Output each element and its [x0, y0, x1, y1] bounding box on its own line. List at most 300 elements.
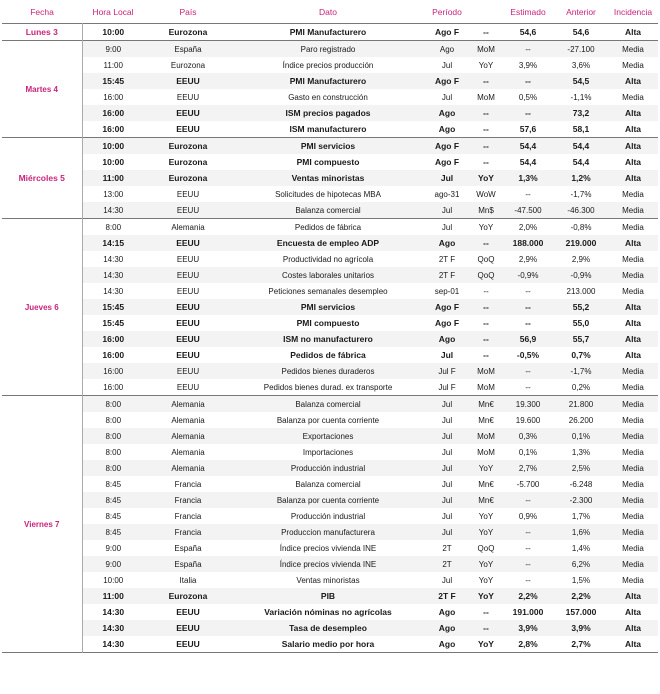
cell-country: Italia [144, 572, 232, 588]
cell-time: 14:15 [82, 235, 144, 251]
cell-period: 2T [424, 556, 470, 572]
cell-country: EEUU [144, 267, 232, 283]
cell-indicator: Solicitudes de hipotecas MBA [232, 186, 424, 202]
header-incidencia: Incidencia [608, 0, 658, 24]
cell-indicator: Variación nóminas no agrícolas [232, 604, 424, 620]
cell-unit: -- [470, 138, 502, 155]
cell-previous: 1,6% [554, 524, 608, 540]
table-row [2, 347, 658, 363]
cell-country: Eurozona [144, 154, 232, 170]
cell-previous: 2,2% [554, 588, 608, 604]
cell-unit: -- [470, 620, 502, 636]
cell-period: Jul F [424, 379, 470, 396]
economic-calendar-table [2, 0, 658, 653]
cell-previous: -1,7% [554, 186, 608, 202]
cell-period: 2T [424, 540, 470, 556]
cell-time: 10:00 [82, 154, 144, 170]
cell-estimate: -- [502, 556, 554, 572]
cell-impact: Media [608, 572, 658, 588]
cell-time: 15:45 [82, 73, 144, 89]
cell-estimate: -0,5% [502, 347, 554, 363]
cell-previous: -0,9% [554, 267, 608, 283]
cell-previous: -46.300 [554, 202, 608, 219]
cell-impact: Media [608, 41, 658, 58]
day-label: Jueves 6 [2, 219, 82, 396]
cell-indicator: Encuesta de empleo ADP [232, 235, 424, 251]
cell-previous: 58,1 [554, 121, 608, 138]
cell-period: Ago [424, 235, 470, 251]
cell-indicator: PMI servicios [232, 299, 424, 315]
cell-time: 14:30 [82, 604, 144, 620]
cell-impact: Media [608, 57, 658, 73]
header-estimado: Estimado [502, 0, 554, 24]
cell-period: Ago F [424, 24, 470, 41]
cell-time: 16:00 [82, 121, 144, 138]
cell-previous: -1,7% [554, 363, 608, 379]
cell-time: 11:00 [82, 170, 144, 186]
cell-estimate: 0,3% [502, 428, 554, 444]
cell-estimate: 54,4 [502, 154, 554, 170]
cell-indicator: Índice precios vivienda INE [232, 556, 424, 572]
table-row [2, 508, 658, 524]
cell-unit: MoM [470, 41, 502, 58]
cell-country: EEUU [144, 235, 232, 251]
table-row [2, 476, 658, 492]
cell-previous: 1,3% [554, 444, 608, 460]
cell-country: Eurozona [144, 588, 232, 604]
table-row [2, 444, 658, 460]
cell-impact: Media [608, 412, 658, 428]
cell-indicator: PMI servicios [232, 138, 424, 155]
cell-unit: Mn$ [470, 202, 502, 219]
cell-time: 10:00 [82, 24, 144, 41]
cell-estimate: 57,6 [502, 121, 554, 138]
cell-impact: Media [608, 524, 658, 540]
cell-time: 10:00 [82, 138, 144, 155]
cell-indicator: Ventas minoristas [232, 170, 424, 186]
cell-period: Jul [424, 476, 470, 492]
cell-previous: 26.200 [554, 412, 608, 428]
cell-indicator: ISM manufacturero [232, 121, 424, 138]
cell-indicator: Balanza por cuenta corriente [232, 492, 424, 508]
cell-estimate: 0,9% [502, 508, 554, 524]
cell-country: Alemania [144, 219, 232, 236]
cell-estimate: 188.000 [502, 235, 554, 251]
table-row [2, 41, 658, 58]
cell-unit: -- [470, 24, 502, 41]
table-row [2, 283, 658, 299]
cell-unit: Mn€ [470, 412, 502, 428]
cell-estimate: -- [502, 283, 554, 299]
cell-unit: QoQ [470, 267, 502, 283]
cell-indicator: Balanza comercial [232, 396, 424, 413]
cell-unit: -- [470, 604, 502, 620]
cell-impact: Alta [608, 620, 658, 636]
cell-indicator: Índice precios vivienda INE [232, 540, 424, 556]
cell-estimate: -- [502, 105, 554, 121]
cell-country: Francia [144, 492, 232, 508]
cell-time: 8:45 [82, 492, 144, 508]
cell-previous: 6,2% [554, 556, 608, 572]
table-row [2, 572, 658, 588]
cell-period: Ago F [424, 73, 470, 89]
cell-impact: Media [608, 363, 658, 379]
cell-impact: Alta [608, 299, 658, 315]
cell-country: Alemania [144, 396, 232, 413]
cell-unit: Mn€ [470, 492, 502, 508]
cell-indicator: ISM precios pagados [232, 105, 424, 121]
cell-country: EEUU [144, 363, 232, 379]
cell-indicator: Pedidos de fábrica [232, 219, 424, 236]
cell-country: EEUU [144, 202, 232, 219]
cell-indicator: PMI Manufacturero [232, 24, 424, 41]
table-row [2, 299, 658, 315]
cell-country: Eurozona [144, 170, 232, 186]
cell-unit: -- [470, 283, 502, 299]
cell-period: Jul [424, 57, 470, 73]
cell-unit: -- [470, 315, 502, 331]
cell-period: Jul [424, 89, 470, 105]
table-row [2, 89, 658, 105]
cell-impact: Alta [608, 636, 658, 653]
cell-period: Jul [424, 428, 470, 444]
cell-impact: Alta [608, 347, 658, 363]
cell-period: Ago [424, 620, 470, 636]
day-label: Martes 4 [2, 41, 82, 138]
cell-impact: Alta [608, 105, 658, 121]
cell-estimate: -47.500 [502, 202, 554, 219]
table-row [2, 57, 658, 73]
cell-time: 14:30 [82, 636, 144, 653]
cell-previous: 2,9% [554, 251, 608, 267]
table-row [2, 620, 658, 636]
cell-estimate: -- [502, 540, 554, 556]
cell-country: España [144, 41, 232, 58]
table-row [2, 138, 658, 155]
cell-previous: 213.000 [554, 283, 608, 299]
cell-country: EEUU [144, 186, 232, 202]
cell-previous: 54,4 [554, 154, 608, 170]
cell-period: Ago [424, 604, 470, 620]
cell-indicator: Salario medio por hora [232, 636, 424, 653]
cell-indicator: Balanza por cuenta corriente [232, 412, 424, 428]
table-row [2, 121, 658, 138]
cell-impact: Media [608, 476, 658, 492]
table-row [2, 604, 658, 620]
cell-time: 8:00 [82, 444, 144, 460]
cell-previous: 1,7% [554, 508, 608, 524]
cell-previous: 73,2 [554, 105, 608, 121]
cell-unit: MoM [470, 428, 502, 444]
cell-country: EEUU [144, 636, 232, 653]
cell-country: EEUU [144, 347, 232, 363]
cell-unit: YoY [470, 556, 502, 572]
header-unit [470, 0, 502, 24]
cell-impact: Media [608, 428, 658, 444]
cell-unit: -- [470, 105, 502, 121]
cell-previous: 1,2% [554, 170, 608, 186]
table-row [2, 524, 658, 540]
cell-indicator: Balanza comercial [232, 476, 424, 492]
cell-unit: -- [470, 235, 502, 251]
cell-period: Jul [424, 460, 470, 476]
cell-period: Jul [424, 508, 470, 524]
cell-estimate: -- [502, 299, 554, 315]
cell-impact: Media [608, 492, 658, 508]
header-pais: País [144, 0, 232, 24]
cell-indicator: Balanza comercial [232, 202, 424, 219]
cell-unit: Mn€ [470, 476, 502, 492]
cell-time: 8:00 [82, 396, 144, 413]
cell-previous: 1,4% [554, 540, 608, 556]
cell-impact: Alta [608, 604, 658, 620]
cell-previous: 3,6% [554, 57, 608, 73]
cell-impact: Media [608, 283, 658, 299]
cell-indicator: Pedidos bienes duraderos [232, 363, 424, 379]
cell-country: Alemania [144, 460, 232, 476]
cell-unit: QoQ [470, 251, 502, 267]
cell-period: Ago F [424, 154, 470, 170]
cell-country: Francia [144, 476, 232, 492]
cell-estimate: -- [502, 492, 554, 508]
table-row [2, 73, 658, 89]
cell-estimate: -5.700 [502, 476, 554, 492]
cell-time: 16:00 [82, 347, 144, 363]
cell-estimate: 2,9% [502, 251, 554, 267]
table-row [2, 331, 658, 347]
cell-previous: 55,2 [554, 299, 608, 315]
cell-time: 14:30 [82, 620, 144, 636]
cell-unit: -- [470, 331, 502, 347]
cell-previous: 55,7 [554, 331, 608, 347]
cell-unit: -- [470, 154, 502, 170]
table-row [2, 170, 658, 186]
table-row [2, 588, 658, 604]
cell-impact: Media [608, 460, 658, 476]
table-row [2, 412, 658, 428]
cell-period: Jul [424, 444, 470, 460]
table-row [2, 363, 658, 379]
cell-period: Ago [424, 331, 470, 347]
cell-unit: YoY [470, 508, 502, 524]
table-row [2, 556, 658, 572]
cell-unit: YoY [470, 636, 502, 653]
cell-indicator: PIB [232, 588, 424, 604]
cell-previous: -6.248 [554, 476, 608, 492]
cell-period: 2T F [424, 251, 470, 267]
cell-estimate: -- [502, 363, 554, 379]
cell-time: 16:00 [82, 89, 144, 105]
cell-time: 8:45 [82, 524, 144, 540]
cell-period: Ago F [424, 138, 470, 155]
cell-previous: 3,9% [554, 620, 608, 636]
cell-impact: Media [608, 379, 658, 396]
cell-indicator: Costes laborales unitarios [232, 267, 424, 283]
cell-impact: Media [608, 444, 658, 460]
cell-period: Ago [424, 636, 470, 653]
cell-impact: Alta [608, 331, 658, 347]
table-row [2, 186, 658, 202]
cell-unit: QoQ [470, 540, 502, 556]
cell-time: 8:45 [82, 476, 144, 492]
header-dato: Dato [232, 0, 424, 24]
cell-time: 8:00 [82, 428, 144, 444]
cell-estimate: -- [502, 379, 554, 396]
cell-period: sep-01 [424, 283, 470, 299]
cell-previous: 55,0 [554, 315, 608, 331]
cell-previous: 21.800 [554, 396, 608, 413]
cell-period: Jul [424, 492, 470, 508]
table-row [2, 154, 658, 170]
cell-period: Ago [424, 105, 470, 121]
table-row [2, 460, 658, 476]
cell-country: EEUU [144, 604, 232, 620]
cell-impact: Media [608, 556, 658, 572]
cell-period: Jul [424, 347, 470, 363]
cell-time: 8:45 [82, 508, 144, 524]
cell-time: 14:30 [82, 251, 144, 267]
cell-unit: MoM [470, 89, 502, 105]
cell-previous: -27.100 [554, 41, 608, 58]
cell-time: 14:30 [82, 202, 144, 219]
cell-impact: Media [608, 508, 658, 524]
cell-previous: 54,5 [554, 73, 608, 89]
table-row [2, 105, 658, 121]
cell-time: 10:00 [82, 572, 144, 588]
cell-estimate: -- [502, 524, 554, 540]
cell-indicator: Productividad no agrícola [232, 251, 424, 267]
cell-unit: -- [470, 121, 502, 138]
cell-period: Jul [424, 202, 470, 219]
cell-country: EEUU [144, 299, 232, 315]
cell-country: Francia [144, 524, 232, 540]
table-row [2, 315, 658, 331]
cell-estimate: 2,7% [502, 460, 554, 476]
cell-impact: Alta [608, 315, 658, 331]
cell-country: Alemania [144, 428, 232, 444]
cell-estimate: 54,6 [502, 24, 554, 41]
table-row [2, 24, 658, 41]
day-label: Miércoles 5 [2, 138, 82, 219]
cell-unit: Mn€ [470, 396, 502, 413]
cell-estimate: 2,2% [502, 588, 554, 604]
cell-estimate: 56,9 [502, 331, 554, 347]
cell-indicator: PMI Manufacturero [232, 73, 424, 89]
cell-time: 11:00 [82, 588, 144, 604]
cell-country: EEUU [144, 331, 232, 347]
cell-country: EEUU [144, 105, 232, 121]
cell-estimate: 3,9% [502, 57, 554, 73]
cell-impact: Media [608, 396, 658, 413]
cell-indicator: Ventas minoristas [232, 572, 424, 588]
cell-country: EEUU [144, 73, 232, 89]
cell-time: 8:00 [82, 412, 144, 428]
cell-impact: Alta [608, 24, 658, 41]
cell-period: Jul F [424, 363, 470, 379]
cell-unit: YoY [470, 460, 502, 476]
cell-previous: 54,4 [554, 138, 608, 155]
cell-estimate: -- [502, 186, 554, 202]
cell-indicator: Índice precios producción [232, 57, 424, 73]
cell-indicator: Producción industrial [232, 460, 424, 476]
cell-previous: -1,1% [554, 89, 608, 105]
table-row [2, 251, 658, 267]
cell-unit: -- [470, 347, 502, 363]
cell-time: 11:00 [82, 57, 144, 73]
table-row [2, 202, 658, 219]
cell-unit: -- [470, 73, 502, 89]
cell-time: 15:45 [82, 315, 144, 331]
cell-previous: 1,5% [554, 572, 608, 588]
cell-impact: Alta [608, 588, 658, 604]
cell-period: Ago F [424, 315, 470, 331]
header-fecha: Fecha [2, 0, 82, 24]
cell-country: EEUU [144, 379, 232, 396]
cell-impact: Alta [608, 138, 658, 155]
cell-country: Eurozona [144, 138, 232, 155]
cell-period: Jul [424, 412, 470, 428]
cell-time: 9:00 [82, 540, 144, 556]
cell-previous: -2.300 [554, 492, 608, 508]
cell-time: 16:00 [82, 331, 144, 347]
cell-period: Ago F [424, 299, 470, 315]
cell-impact: Media [608, 267, 658, 283]
cell-period: Jul [424, 170, 470, 186]
cell-estimate: 54,4 [502, 138, 554, 155]
cell-unit: YoY [470, 588, 502, 604]
cell-estimate: 191.000 [502, 604, 554, 620]
cell-unit: MoM [470, 379, 502, 396]
cell-country: EEUU [144, 620, 232, 636]
cell-estimate: -- [502, 73, 554, 89]
cell-previous: 0,1% [554, 428, 608, 444]
cell-unit: YoY [470, 57, 502, 73]
cell-impact: Alta [608, 170, 658, 186]
cell-estimate: 19.300 [502, 396, 554, 413]
table-row [2, 396, 658, 413]
table-row [2, 235, 658, 251]
header-anterior: Anterior [554, 0, 608, 24]
cell-impact: Alta [608, 235, 658, 251]
cell-time: 8:00 [82, 460, 144, 476]
cell-country: EEUU [144, 89, 232, 105]
cell-period: Jul [424, 572, 470, 588]
cell-country: Eurozona [144, 57, 232, 73]
cell-time: 14:30 [82, 283, 144, 299]
table-row [2, 492, 658, 508]
cell-estimate: -- [502, 41, 554, 58]
cell-unit: YoY [470, 170, 502, 186]
cell-time: 16:00 [82, 379, 144, 396]
cell-impact: Media [608, 540, 658, 556]
cell-period: Jul [424, 524, 470, 540]
cell-country: EEUU [144, 283, 232, 299]
table-row [2, 219, 658, 236]
cell-time: 16:00 [82, 363, 144, 379]
cell-country: EEUU [144, 121, 232, 138]
cell-unit: WoW [470, 186, 502, 202]
table-row [2, 267, 658, 283]
cell-estimate: 0,1% [502, 444, 554, 460]
table-row [2, 636, 658, 653]
cell-time: 16:00 [82, 105, 144, 121]
cell-impact: Media [608, 251, 658, 267]
cell-impact: Media [608, 186, 658, 202]
cell-period: Ago [424, 41, 470, 58]
cell-unit: YoY [470, 524, 502, 540]
day-label: Viernes 7 [2, 396, 82, 653]
cell-indicator: Pedidos bienes durad. ex transporte [232, 379, 424, 396]
